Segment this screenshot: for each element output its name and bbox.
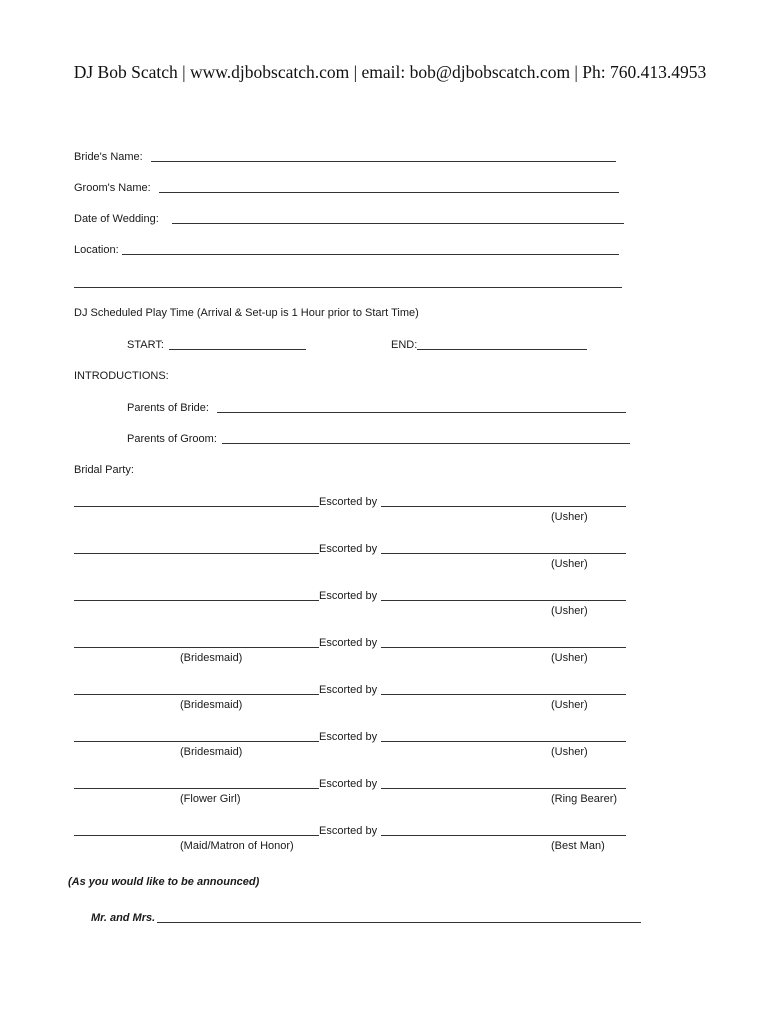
escorted-by-label: Escorted by: [319, 778, 378, 790]
escort-name-field[interactable]: [381, 741, 626, 742]
escorted-by-label: Escorted by: [319, 543, 378, 555]
location-label: Location:: [74, 244, 119, 256]
escorted-by-label: Escorted by: [319, 637, 378, 649]
escorted-by-label: Escorted by: [319, 731, 378, 743]
escort-name-field[interactable]: [381, 553, 626, 554]
escort-role-label: (Usher): [551, 558, 588, 570]
attendant-name-field[interactable]: [74, 741, 319, 742]
end-label: END:: [391, 339, 418, 351]
escort-role-label: (Best Man): [551, 840, 605, 852]
mr-mrs-field[interactable]: [157, 922, 641, 923]
escort-name-field[interactable]: [381, 600, 626, 601]
introductions-title: INTRODUCTIONS:: [74, 370, 169, 382]
attendant-role-label: (Bridesmaid): [180, 746, 243, 758]
escort-role-label: (Usher): [551, 699, 588, 711]
wedding-date-label: Date of Wedding:: [74, 213, 159, 225]
schedule-title: DJ Scheduled Play Time (Arrival & Set-up is 1 Hour prior to Start Time): [74, 307, 419, 319]
document-header: DJ Bob Scatch | www.djbobscatch.com | email: bob@djbobscatch.com | Ph: 760.413.4953: [73, 62, 707, 82]
bride-name-field[interactable]: [151, 161, 616, 162]
escorted-by-label: Escorted by: [319, 825, 378, 837]
parents-bride-label: Parents of Bride:: [127, 402, 209, 414]
mr-mrs-label: Mr. and Mrs.: [91, 912, 156, 924]
escort-name-field[interactable]: [381, 788, 626, 789]
attendant-role-label: (Maid/Matron of Honor): [180, 840, 294, 852]
attendant-role-label: (Bridesmaid): [180, 699, 243, 711]
announcement-note: (As you would like to be announced): [68, 876, 260, 888]
attendant-name-field[interactable]: [74, 788, 319, 789]
parents-groom-field[interactable]: [222, 443, 630, 444]
escorted-by-label: Escorted by: [319, 590, 378, 602]
location-field[interactable]: [122, 254, 619, 255]
end-time-field[interactable]: [417, 349, 587, 350]
attendant-role-label: (Flower Girl): [180, 793, 241, 805]
attendant-name-field[interactable]: [74, 506, 319, 507]
attendant-role-label: (Bridesmaid): [180, 652, 243, 664]
escort-name-field[interactable]: [381, 835, 626, 836]
bridal-party-title: Bridal Party:: [74, 464, 134, 476]
escort-name-field[interactable]: [381, 647, 626, 648]
location-field-line-2[interactable]: [74, 287, 622, 288]
escort-name-field[interactable]: [381, 694, 626, 695]
escort-role-label: (Usher): [551, 652, 588, 664]
escort-role-label: (Ring Bearer): [551, 793, 618, 805]
bride-name-label: Bride's Name:: [74, 151, 143, 163]
parents-bride-field[interactable]: [217, 412, 626, 413]
attendant-name-field[interactable]: [74, 553, 319, 554]
attendant-name-field[interactable]: [74, 647, 319, 648]
escort-name-field[interactable]: [381, 506, 626, 507]
start-time-field[interactable]: [169, 349, 306, 350]
parents-groom-label: Parents of Groom:: [127, 433, 217, 445]
start-label: START:: [127, 339, 164, 351]
escort-role-label: (Usher): [551, 746, 588, 758]
escort-role-label: (Usher): [551, 511, 588, 523]
wedding-date-field[interactable]: [172, 223, 624, 224]
escort-role-label: (Usher): [551, 605, 588, 617]
attendant-name-field[interactable]: [74, 600, 319, 601]
escorted-by-label: Escorted by: [319, 684, 378, 696]
escorted-by-label: Escorted by: [319, 496, 378, 508]
groom-name-field[interactable]: [159, 192, 619, 193]
attendant-name-field[interactable]: [74, 694, 319, 695]
groom-name-label: Groom's Name:: [74, 182, 151, 194]
attendant-name-field[interactable]: [74, 835, 319, 836]
